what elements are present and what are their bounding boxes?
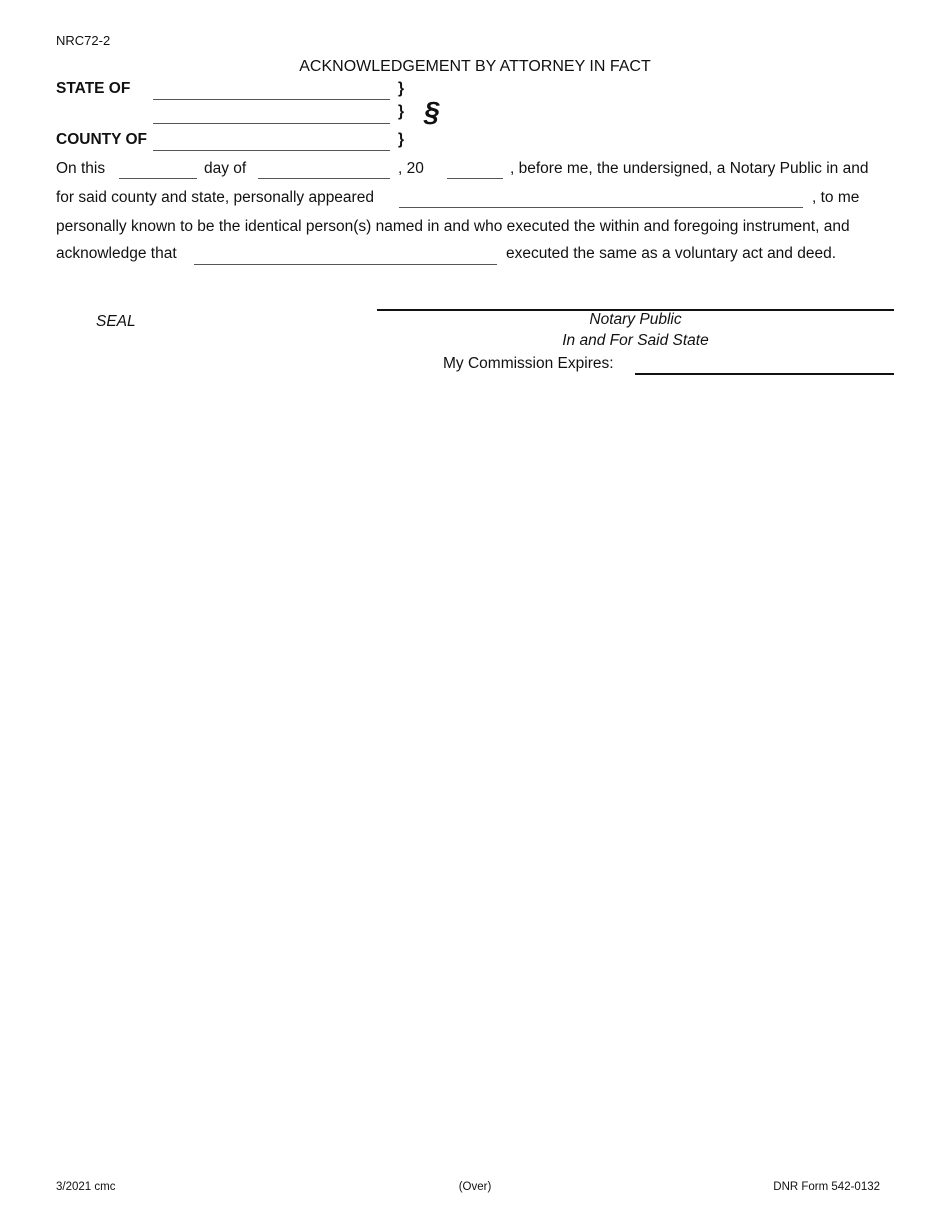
notary-public-label: Notary Public — [589, 311, 682, 328]
to-me-text: , to me — [812, 189, 860, 206]
county-label: COUNTY OF — [56, 131, 147, 148]
acknowledger-name-field[interactable] — [194, 264, 497, 265]
brace-2: } — [398, 103, 405, 120]
county-field[interactable] — [153, 150, 390, 151]
state-field-line-2[interactable] — [153, 123, 390, 124]
state-label: STATE OF — [56, 80, 131, 97]
year-prefix-text: , 20 — [398, 160, 424, 177]
brace-1: } — [398, 80, 405, 97]
seal-label: SEAL — [96, 313, 136, 330]
year-field[interactable] — [447, 178, 503, 179]
state-field[interactable] — [153, 99, 390, 100]
footer-date-code: 3/2021 cmc — [56, 1181, 116, 1193]
on-this-text: On this — [56, 160, 106, 177]
page-title: ACKNOWLEDGEMENT BY ATTORNEY IN FACT — [299, 58, 651, 75]
in-and-for-label: In and For Said State — [562, 332, 709, 349]
brace-3: } — [398, 131, 405, 148]
appeared-name-field[interactable] — [399, 207, 803, 208]
form-code: NRC72-2 — [56, 33, 111, 48]
acknowledge-that-text: acknowledge that — [56, 245, 177, 262]
footer-form-number: DNR Form 542-0132 — [773, 1181, 880, 1193]
commission-expires-field[interactable] — [635, 373, 894, 375]
month-field[interactable] — [258, 178, 390, 179]
before-me-text: , before me, the undersigned, a Notary Public in and — [510, 160, 869, 177]
day-field[interactable] — [119, 178, 197, 179]
footer-over: (Over) — [458, 1181, 492, 1193]
section-symbol: § — [424, 96, 440, 127]
personally-known-text: personally known to be the identical person(s) named in and who executed the within and foregoing instrument, and — [56, 218, 850, 235]
day-of-text: day of — [204, 160, 247, 177]
for-said-text: for said county and state, personally appeared — [56, 189, 374, 206]
executed-same-text: executed the same as a voluntary act and deed. — [506, 245, 837, 262]
commission-expires-label: My Commission Expires: — [443, 355, 614, 372]
